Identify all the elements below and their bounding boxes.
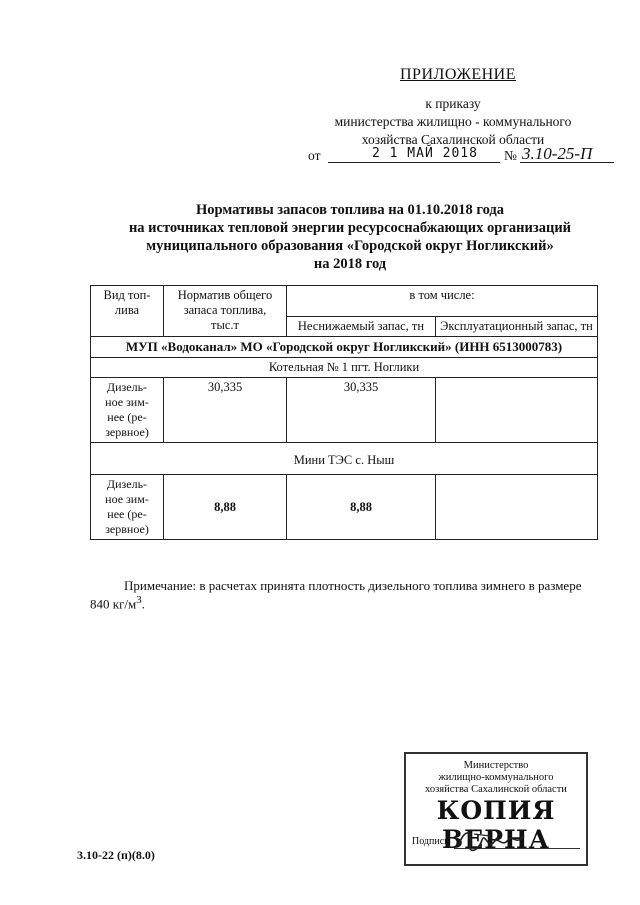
- title-line4: на 2018 год: [313, 256, 387, 272]
- footer-code: 3.10-22 (п)(8.0): [77, 848, 155, 862]
- table-row: [91, 475, 598, 540]
- fuel-type-cell: Дизель- ное зим- нее (ре- зервное): [91, 475, 164, 540]
- total-norm-cell: 30,335: [164, 378, 287, 443]
- source-name: Котельная № 1 пгт. Ноглики: [91, 358, 598, 378]
- certified-copy-stamp: [404, 752, 588, 866]
- non-reducible-cell: 30,335: [287, 378, 436, 443]
- source-name: Мини ТЭС с. Ныш: [91, 443, 598, 475]
- table-header-row: [91, 286, 598, 317]
- order-number-handwritten: 3.10-25-П: [522, 144, 593, 163]
- appendix-title: ПРИЛОЖЕНИЕ: [400, 66, 517, 83]
- order-ref-line3: хозяйства Сахалинской области: [361, 132, 545, 147]
- table-row: [91, 378, 598, 443]
- stamp-ministry-line2: жилищно-коммунального: [438, 772, 554, 783]
- total-norm-cell: 8,88: [164, 475, 287, 540]
- header-fuel-type: Вид топ- лива: [91, 286, 164, 337]
- order-date-stamp: 2 1 МАЙ 2018: [372, 146, 478, 161]
- date-underline: [328, 162, 500, 163]
- stamp-copy-text: КОПИЯ ВЕРНА: [436, 796, 556, 854]
- header-including: в том числе:: [287, 286, 598, 317]
- header-total-norm: Норматив общего запаса топлива, тыс.т: [164, 286, 287, 337]
- stamp-ministry-line3: хозяйства Сахалинской области: [425, 784, 567, 795]
- source-row: [91, 358, 598, 378]
- order-date-number-row: [308, 146, 618, 168]
- document-title: [80, 201, 620, 273]
- note-text: Примечание: в расчетах принята плотность дизельного топлива зимнего в размере 840 кг/м: [90, 578, 582, 612]
- operational-cell: [436, 378, 598, 443]
- header-operational: Эксплуатационный запас, тн: [436, 317, 598, 337]
- title-line1: Нормативы запасов топлива на 01.10.2018 года: [195, 202, 505, 218]
- number-prefix: №: [504, 148, 517, 163]
- stamp-ministry-line1: Министерство: [463, 760, 529, 771]
- fuel-type-cell: Дизель- ное зим- нее (ре- зервное): [91, 378, 164, 443]
- fuel-norms-table: [90, 285, 598, 540]
- note-end: .: [141, 596, 145, 612]
- order-ref-line2: министерства жилищно - коммунального: [334, 114, 572, 129]
- organization-name: МУП «Водоканал» МО «Городской округ Ногликский» (ИНН 6513000783): [91, 337, 598, 358]
- order-ref-line1: к приказу: [425, 96, 481, 111]
- handwritten-signature: [454, 824, 534, 856]
- order-reference: [318, 95, 588, 149]
- stamp-ministry: [406, 760, 586, 796]
- source-row: [91, 443, 598, 475]
- note-superscript: 3: [136, 594, 142, 606]
- header-non-reducible: Неснижаемый запас, тн: [287, 317, 436, 337]
- stamp-signature-label: Подпись: [412, 836, 449, 847]
- operational-cell: [436, 475, 598, 540]
- organization-row: [91, 337, 598, 358]
- non-reducible-cell: 8,88: [287, 475, 436, 540]
- footnote: [90, 578, 590, 611]
- title-line3: муниципального образования «Городской округ Ногликский»: [146, 238, 554, 254]
- title-line2: на источниках тепловой энергии ресурсоснабжающих организаций: [128, 220, 572, 236]
- date-prefix: от: [308, 148, 321, 163]
